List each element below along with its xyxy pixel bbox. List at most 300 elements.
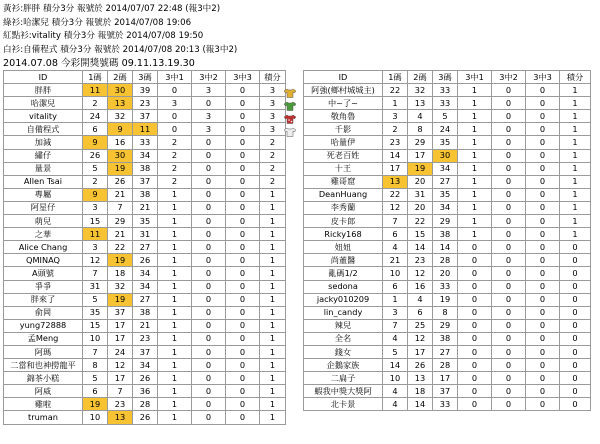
score-cell: 0 [458, 293, 492, 306]
score-cell: 0 [192, 345, 226, 358]
score-cell: 0 [526, 332, 560, 345]
score-cell: 0 [492, 123, 526, 136]
score-cell: 7 [83, 345, 108, 358]
score-cell: 0 [526, 97, 560, 110]
score-cell: 1 [158, 267, 192, 280]
score-cell: 21 [133, 201, 158, 214]
score-cell: 27 [433, 175, 458, 188]
column-header: 3碼 [133, 71, 158, 84]
score-cell: 38 [133, 188, 158, 201]
score-cell: 0 [192, 372, 226, 385]
score-cell: 14 [433, 241, 458, 254]
score-cell: 3 [383, 306, 408, 319]
score-cell: 0 [526, 345, 560, 358]
winner-note: 紅點衫:vitality 積分3分 報號於 2014/07/08 19:50 [3, 31, 204, 41]
right-table-row [304, 359, 591, 372]
score-cell: 1 [458, 110, 492, 123]
score-cell: 0 [458, 241, 492, 254]
score-cell: 15 [408, 228, 433, 241]
score-cell: 5 [83, 162, 108, 175]
player-id-cell: sedona [304, 280, 383, 293]
right-table-row [304, 319, 591, 332]
score-cell: 0 [492, 110, 526, 123]
score-cell: 0 [192, 267, 226, 280]
score-cell: 34 [133, 280, 158, 293]
score-cell: 12 [408, 332, 433, 345]
score-cell: 1 [260, 398, 286, 411]
score-cell: 1 [260, 280, 286, 293]
score-cell: 0 [526, 241, 560, 254]
score-cell: 35 [133, 215, 158, 228]
score-cell: 1 [458, 97, 492, 110]
score-cell: 1 [560, 201, 591, 214]
score-cell: 1 [260, 385, 286, 398]
score-cell: 17 [108, 332, 133, 345]
player-id-cell: 雞啦 [4, 398, 83, 411]
score-cell: 1 [158, 319, 192, 332]
score-cell: 0 [492, 293, 526, 306]
score-cell: 9 [83, 188, 108, 201]
score-cell: 0 [492, 280, 526, 293]
score-cell: 0 [192, 385, 226, 398]
score-cell: 28 [133, 398, 158, 411]
right-table-body [304, 84, 591, 411]
score-cell: 0 [526, 319, 560, 332]
score-cell: 8 [433, 306, 458, 319]
player-id-cell: 量景 [4, 162, 83, 175]
score-cell: 0 [226, 254, 260, 267]
player-id-cell: 雞哥窟 [304, 175, 383, 188]
score-cell: 24 [83, 110, 108, 123]
player-id-cell: 俞岡 [4, 306, 83, 319]
score-cell: 0 [192, 188, 226, 201]
score-cell: 11 [133, 123, 158, 136]
score-cell: 16 [408, 280, 433, 293]
score-cell: 0 [492, 188, 526, 201]
player-id-cell: 二扁子 [304, 372, 383, 385]
score-cell: 1 [560, 123, 591, 136]
score-cell: 21 [133, 319, 158, 332]
score-cell: 1 [458, 123, 492, 136]
right-table-row [304, 215, 591, 228]
score-cell: 1 [260, 241, 286, 254]
score-cell: 0 [226, 306, 260, 319]
score-cell: 0 [492, 241, 526, 254]
score-cell: 0 [526, 280, 560, 293]
player-id-cell: 尚董醫 [304, 254, 383, 267]
score-cell: 0 [192, 332, 226, 345]
left-table-row [4, 123, 286, 136]
score-cell: 13 [408, 97, 433, 110]
score-cell: 15 [83, 215, 108, 228]
player-id-cell: 敬角魯 [304, 110, 383, 123]
player-id-cell: 死老百姓 [304, 149, 383, 162]
score-cell: 38 [433, 332, 458, 345]
score-cell: 31 [133, 228, 158, 241]
right-table-row [304, 136, 591, 149]
score-cell: 0 [526, 359, 560, 372]
score-cell: 2 [83, 97, 108, 110]
column-header: ID [304, 71, 383, 84]
player-id-cell: 繡仔 [4, 149, 83, 162]
score-cell: 0 [492, 162, 526, 175]
player-id-cell: QMINAQ [4, 254, 83, 267]
score-cell: 1 [560, 175, 591, 188]
score-cell: 5 [433, 110, 458, 123]
score-cell: 6 [383, 280, 408, 293]
score-cell: 5 [83, 293, 108, 306]
player-id-cell: 蝦我中獎大獎阿 [304, 385, 383, 398]
score-cell: 33 [433, 280, 458, 293]
player-id-cell: 之華 [4, 228, 83, 241]
right-table-row [304, 162, 591, 175]
score-cell: 0 [192, 162, 226, 175]
right-table-row [304, 254, 591, 267]
column-header: 積分 [260, 71, 286, 84]
score-cell: 17 [108, 372, 133, 385]
score-cell: 6 [83, 123, 108, 136]
score-cell: 0 [226, 188, 260, 201]
score-cell: 13 [408, 372, 433, 385]
score-cell: 32 [408, 84, 433, 97]
left-table-body [4, 84, 286, 424]
score-cell: 1 [458, 228, 492, 241]
score-cell: 0 [458, 319, 492, 332]
score-cell: 6 [83, 385, 108, 398]
score-cell: 0 [458, 385, 492, 398]
score-cell: 37 [133, 110, 158, 123]
score-cell: 26 [408, 359, 433, 372]
score-cell: 28 [433, 254, 458, 267]
score-cell: 3 [260, 110, 286, 123]
player-id-cell: 錢女 [304, 345, 383, 358]
score-cell: 1 [158, 280, 192, 293]
score-cell: 1 [560, 188, 591, 201]
score-cell: 0 [226, 398, 260, 411]
player-id-cell: 阿瑪 [4, 345, 83, 358]
score-cell: 1 [260, 359, 286, 372]
red-dotted-shirt-icon [283, 109, 297, 119]
score-cell: 18 [108, 267, 133, 280]
column-header: 3中1 [458, 71, 492, 84]
score-cell: 0 [226, 293, 260, 306]
score-cell: 0 [560, 267, 591, 280]
score-cell: 23 [383, 136, 408, 149]
score-cell: 0 [192, 175, 226, 188]
right-table-row [304, 97, 591, 110]
score-cell: 27 [133, 241, 158, 254]
score-cell: 27 [433, 345, 458, 358]
score-cell: 33 [433, 398, 458, 411]
score-cell: 0 [492, 398, 526, 411]
score-cell: 0 [192, 201, 226, 214]
score-cell: 39 [133, 84, 158, 97]
right-table-row [304, 110, 591, 123]
score-cell: 0 [192, 97, 226, 110]
player-id-cell: 專屬 [4, 188, 83, 201]
score-cell: 0 [458, 254, 492, 267]
player-id-cell: 二當和也神撈龍平 [4, 359, 83, 372]
score-cell: 2 [260, 162, 286, 175]
score-cell: 1 [260, 293, 286, 306]
score-cell: 0 [526, 110, 560, 123]
score-cell: 12 [83, 254, 108, 267]
score-cell: 3 [158, 97, 192, 110]
score-cell: 0 [526, 201, 560, 214]
score-cell: 0 [458, 267, 492, 280]
player-id-cell: 妞妞 [304, 241, 383, 254]
score-cell: 26 [108, 175, 133, 188]
score-cell: 2 [83, 175, 108, 188]
score-cell: 8 [83, 359, 108, 372]
right-table-row [304, 175, 591, 188]
score-cell: 2 [158, 175, 192, 188]
left-table-row [4, 162, 286, 175]
score-cell: 14 [408, 398, 433, 411]
score-cell: 0 [492, 228, 526, 241]
player-id-cell: truman [4, 411, 83, 424]
score-cell: 17 [383, 162, 408, 175]
score-cell: 10 [83, 332, 108, 345]
score-cell: 1 [560, 149, 591, 162]
left-table-row [4, 188, 286, 201]
player-id-cell: 亂碼1/2 [304, 267, 383, 280]
yellow-shirt-icon [283, 83, 297, 93]
score-cell: 29 [108, 215, 133, 228]
score-cell: 0 [458, 306, 492, 319]
right-table-row [304, 306, 591, 319]
score-cell: 0 [192, 280, 226, 293]
score-cell: 1 [260, 267, 286, 280]
score-cell: 0 [492, 149, 526, 162]
score-cell: 0 [458, 332, 492, 345]
column-header: 1碼 [383, 71, 408, 84]
player-id-cell: 萌兒 [4, 215, 83, 228]
score-cell: 1 [560, 162, 591, 175]
score-cell: 0 [226, 84, 260, 97]
score-cell: 20 [408, 201, 433, 214]
score-cell: 35 [433, 136, 458, 149]
score-cell: 21 [383, 254, 408, 267]
score-cell: 24 [108, 345, 133, 358]
score-cell: 22 [108, 241, 133, 254]
score-cell: 0 [492, 359, 526, 372]
score-cell: 23 [408, 254, 433, 267]
left-table-row [4, 280, 286, 293]
player-id-cell: Ricky168 [304, 228, 383, 241]
score-cell: 0 [226, 110, 260, 123]
score-cell: 30 [108, 149, 133, 162]
score-cell: 29 [433, 319, 458, 332]
score-cell: 0 [226, 228, 260, 241]
right-table-row [304, 241, 591, 254]
score-cell: 0 [458, 280, 492, 293]
score-cell: 24 [433, 123, 458, 136]
player-id-cell: DeanHuang [304, 188, 383, 201]
score-cell: 0 [560, 359, 591, 372]
column-header: ID [4, 71, 83, 84]
right-table-row [304, 398, 591, 411]
left-table-row [4, 267, 286, 280]
score-cell: 1 [560, 110, 591, 123]
player-id-cell: yung72888 [4, 319, 83, 332]
score-cell: 5 [83, 372, 108, 385]
score-cell: 32 [108, 280, 133, 293]
score-cell: 1 [260, 201, 286, 214]
left-table-row [4, 97, 286, 110]
score-cell: 4 [383, 241, 408, 254]
score-cell: 2 [260, 149, 286, 162]
score-cell: 0 [526, 175, 560, 188]
score-cell: 8 [408, 123, 433, 136]
player-id-cell: 錦茶小糕 [4, 372, 83, 385]
score-cell: 34 [433, 162, 458, 175]
score-cell: 7 [108, 385, 133, 398]
right-score-table [303, 70, 591, 411]
score-cell: 10 [83, 411, 108, 424]
score-cell: 0 [192, 149, 226, 162]
score-cell: 2 [260, 175, 286, 188]
score-cell: 1 [260, 372, 286, 385]
score-cell: 17 [408, 345, 433, 358]
score-cell: 3 [192, 84, 226, 97]
score-cell: 33 [433, 97, 458, 110]
score-cell: 14 [383, 359, 408, 372]
score-cell: 0 [226, 372, 260, 385]
score-cell: 0 [560, 241, 591, 254]
left-table-row [4, 84, 286, 97]
player-id-cell: 中~了~ [304, 97, 383, 110]
player-id-cell: 胖胖 [4, 84, 83, 97]
score-cell: 34 [133, 267, 158, 280]
player-id-cell: 哈量伊 [304, 136, 383, 149]
player-id-cell: 十王 [304, 162, 383, 175]
score-cell: 20 [408, 175, 433, 188]
score-cell: 10 [383, 267, 408, 280]
score-cell: 2 [158, 149, 192, 162]
score-cell: 16 [108, 136, 133, 149]
score-cell: 1 [458, 149, 492, 162]
score-cell: 1 [260, 411, 286, 424]
score-cell: 15 [83, 319, 108, 332]
score-cell: 13 [108, 411, 133, 424]
score-cell: 0 [192, 254, 226, 267]
score-cell: 0 [492, 254, 526, 267]
right-table-row [304, 123, 591, 136]
winner-note: 黃衫:胖胖 積分3分 報號於 2014/07/07 22:48 (報3中2) [3, 4, 221, 14]
score-cell: 4 [408, 110, 433, 123]
score-cell: 4 [383, 332, 408, 345]
player-id-cell: 胖來了 [4, 293, 83, 306]
score-cell: 0 [526, 372, 560, 385]
score-cell: 4 [383, 398, 408, 411]
score-cell: 4 [383, 385, 408, 398]
right-table-row [304, 332, 591, 345]
score-cell: 0 [192, 306, 226, 319]
right-table-row [304, 228, 591, 241]
score-cell: 7 [108, 201, 133, 214]
score-cell: 2 [260, 136, 286, 149]
score-cell: 19 [108, 293, 133, 306]
score-cell: 1 [158, 306, 192, 319]
player-id-cell: lin_candy [304, 306, 383, 319]
score-cell: 1 [260, 215, 286, 228]
left-table-row [4, 398, 286, 411]
column-header: 3中2 [492, 71, 526, 84]
score-cell: 0 [158, 123, 192, 136]
score-cell: 17 [408, 149, 433, 162]
score-cell: 0 [492, 175, 526, 188]
winner-note: 綠衫:哈潔兒 積分3分 報號於 2014/07/08 19:06 [3, 17, 192, 28]
score-cell: 1 [158, 293, 192, 306]
score-cell: 0 [226, 175, 260, 188]
score-cell: 0 [492, 385, 526, 398]
left-table-row [4, 345, 286, 358]
score-cell: 26 [83, 149, 108, 162]
player-id-cell: 企鵝家族 [304, 359, 383, 372]
score-cell: 13 [108, 97, 133, 110]
score-cell: 1 [158, 254, 192, 267]
score-cell: 1 [158, 359, 192, 372]
score-cell: 0 [192, 241, 226, 254]
player-id-cell: 爭爭 [4, 280, 83, 293]
score-cell: 36 [133, 385, 158, 398]
score-cell: 0 [192, 411, 226, 424]
score-cell: 17 [108, 319, 133, 332]
score-cell: 2 [158, 136, 192, 149]
score-cell: 1 [158, 345, 192, 358]
score-cell: 0 [560, 398, 591, 411]
score-cell: 0 [158, 84, 192, 97]
score-cell: 1 [260, 345, 286, 358]
left-table-row [4, 332, 286, 345]
score-cell: 0 [560, 345, 591, 358]
score-cell: 0 [192, 293, 226, 306]
score-cell: 7 [383, 215, 408, 228]
column-header: 3中1 [158, 71, 192, 84]
score-cell: 0 [526, 123, 560, 136]
score-cell: 0 [226, 345, 260, 358]
score-cell: 3 [83, 241, 108, 254]
score-cell: 2 [383, 123, 408, 136]
player-id-cell: 加減 [4, 136, 83, 149]
score-cell: 0 [560, 319, 591, 332]
score-cell: 23 [108, 398, 133, 411]
score-cell: 13 [383, 175, 408, 188]
player-id-cell: 阿星仔 [4, 201, 83, 214]
score-cell: 0 [226, 149, 260, 162]
score-cell: 1 [158, 332, 192, 345]
score-cell: 1 [158, 411, 192, 424]
score-cell: 1 [260, 254, 286, 267]
score-cell: 0 [458, 345, 492, 358]
score-cell: 10 [383, 372, 408, 385]
score-cell: 21 [108, 228, 133, 241]
right-table-row [304, 385, 591, 398]
score-cell: 1 [260, 228, 286, 241]
score-cell: 0 [560, 280, 591, 293]
score-cell: 0 [226, 215, 260, 228]
score-cell: 12 [108, 359, 133, 372]
left-table-row [4, 372, 286, 385]
score-cell: 0 [192, 215, 226, 228]
right-table-row [304, 201, 591, 214]
score-cell: 37 [133, 175, 158, 188]
score-cell: 0 [526, 84, 560, 97]
score-cell: 0 [492, 332, 526, 345]
left-table-row [4, 385, 286, 398]
draw-date-line: 2014.07.08 今彩開獎號碼 09.11.13.19.30 [3, 58, 195, 69]
